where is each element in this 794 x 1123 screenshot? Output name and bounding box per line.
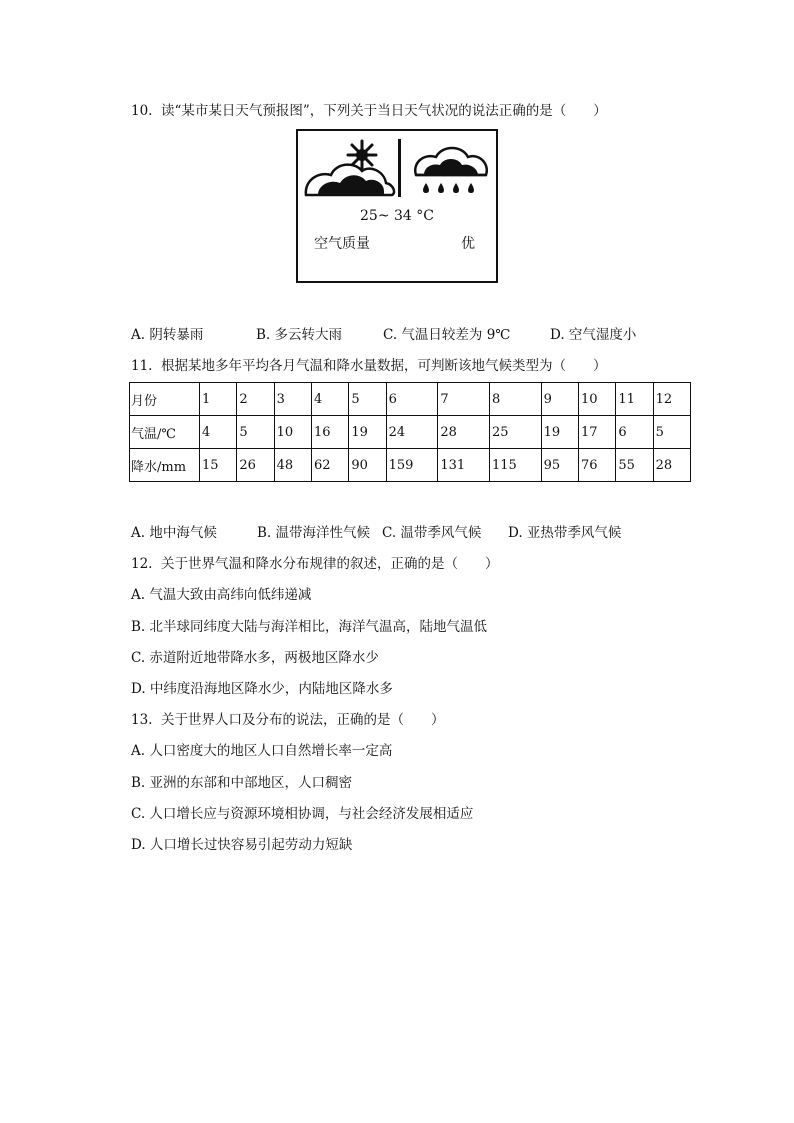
question-number: 12. <box>131 556 153 572</box>
table-cell: 3 <box>274 383 311 416</box>
table-cell: 15 <box>200 449 237 482</box>
table-cell: 131 <box>438 449 490 482</box>
option-a[interactable]: A. 阴转暴雨 <box>131 327 204 343</box>
question-text: 关于世界人口及分布的说法，正确的是（ ） <box>161 712 445 728</box>
air-quality-value: 优 <box>461 236 475 252</box>
table-cell: 12 <box>653 383 690 416</box>
table-cell: 10 <box>578 383 615 416</box>
partly-cloudy-sun-icon <box>306 141 394 195</box>
table-cell: 6 <box>616 416 653 449</box>
option-d[interactable]: D. 人口增长过快容易引起劳动力短缺 <box>131 837 353 853</box>
air-quality-label: 空气质量 <box>314 236 370 252</box>
table-cell: 24 <box>386 416 438 449</box>
table-cell: 8 <box>489 383 541 416</box>
table-cell: 5 <box>237 416 274 449</box>
table-cell: 4 <box>200 416 237 449</box>
option-d[interactable]: D. 中纬度沿海地区降水少，内陆地区降水多 <box>131 681 393 697</box>
weather-icons <box>298 131 496 281</box>
option-a[interactable]: A. 人口密度大的地区人口自然增长率一定高 <box>131 743 393 759</box>
option-c[interactable]: C. 赤道附近地带降水多，两极地区降水少 <box>131 650 379 666</box>
table-cell: 28 <box>653 449 690 482</box>
option-c[interactable]: C. 温带季风气候 <box>382 525 482 541</box>
row-header: 降水/mm <box>130 449 200 482</box>
table-cell: 28 <box>438 416 490 449</box>
table-cell: 17 <box>578 416 615 449</box>
table-cell: 19 <box>349 416 386 449</box>
question-11-stem <box>131 356 607 376</box>
table-cell: 76 <box>578 449 615 482</box>
table-cell: 10 <box>274 416 311 449</box>
table-cell: 25 <box>489 416 541 449</box>
table-cell: 9 <box>541 383 578 416</box>
table-cell: 95 <box>541 449 578 482</box>
row-header: 月份 <box>130 383 200 416</box>
table-row <box>130 449 691 482</box>
question-number: 13. <box>131 712 153 728</box>
option-c[interactable]: C. 人口增长应与资源环境相协调，与社会经济发展相适应 <box>131 806 474 822</box>
table-row <box>130 383 691 416</box>
table-cell: 19 <box>541 416 578 449</box>
question-number: 10. <box>131 103 153 119</box>
table-cell: 4 <box>311 383 348 416</box>
table-cell: 115 <box>489 449 541 482</box>
option-a[interactable]: A. 地中海气候 <box>131 525 217 541</box>
table-cell: 159 <box>386 449 438 482</box>
question-text: 读“某市某日天气预报图”，下列关于当日天气状况的说法正确的是（ ） <box>161 103 607 119</box>
question-13-stem <box>131 710 445 730</box>
table-cell: 26 <box>237 449 274 482</box>
weather-forecast-figure <box>296 129 498 283</box>
climate-data-table <box>129 382 691 482</box>
question-12-stem <box>131 554 499 574</box>
table-cell: 55 <box>616 449 653 482</box>
row-header: 气温/℃ <box>130 416 200 449</box>
table-cell: 5 <box>349 383 386 416</box>
table-cell: 7 <box>438 383 490 416</box>
table-cell: 62 <box>311 449 348 482</box>
figure-divider <box>398 139 401 197</box>
table-cell: 16 <box>311 416 348 449</box>
question-text: 关于世界气温和降水分布规律的叙述，正确的是（ ） <box>161 556 499 572</box>
table-cell: 2 <box>237 383 274 416</box>
option-b[interactable]: B. 多云转大雨 <box>256 327 343 343</box>
table-cell: 5 <box>653 416 690 449</box>
rain-cloud-icon <box>415 148 487 193</box>
option-b[interactable]: B. 北半球同纬度大陆与海洋相比，海洋气温高，陆地气温低 <box>131 619 488 635</box>
table-cell: 48 <box>274 449 311 482</box>
option-a[interactable]: A. 气温大致由高纬向低纬递减 <box>131 587 312 603</box>
question-number: 11. <box>131 358 153 374</box>
option-b[interactable]: B. 温带海洋性气候 <box>257 525 371 541</box>
option-c[interactable]: C. 气温日较差为 9℃ <box>383 327 511 343</box>
option-d[interactable]: D. 空气湿度小 <box>550 327 637 343</box>
table-cell: 90 <box>349 449 386 482</box>
option-b[interactable]: B. 亚洲的东部和中部地区，人口稠密 <box>131 775 353 791</box>
table-cell: 11 <box>616 383 653 416</box>
table-cell: 1 <box>200 383 237 416</box>
table-row <box>130 416 691 449</box>
question-text: 根据某地多年平均各月气温和降水量数据，可判断该地气候类型为（ ） <box>161 358 607 374</box>
temperature-range: 25~ 34 °C <box>360 208 434 224</box>
table-cell: 6 <box>386 383 438 416</box>
question-10-stem <box>131 101 607 121</box>
option-d[interactable]: D. 亚热带季风气候 <box>508 525 622 541</box>
